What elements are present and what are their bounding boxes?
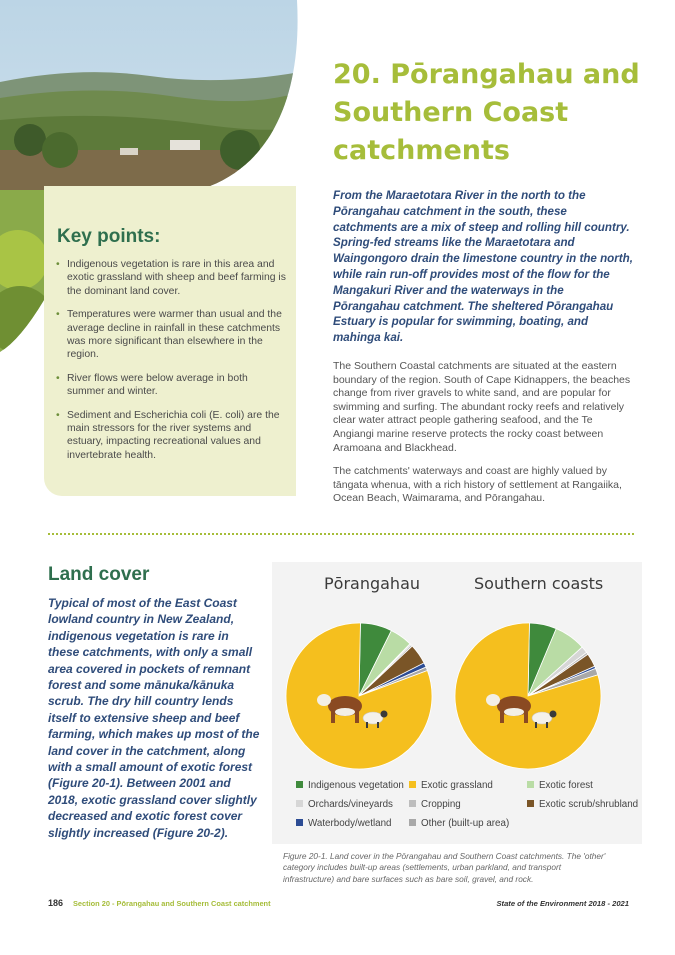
legend-item: Exotic forest: [527, 780, 593, 791]
land-cover-text: Typical of most of the East Coast lowland country in New Zealand, indigenous vegetation is rare in these catchments, with only a small area covered in pockets of remnant forest and some mānuka/kānuka scrub. The dry hill country lends itself to extensive sheep and beef farming, which makes up most of the land cover in the catchment, along with a small amount of exotic forest (Figure 20-1). Between 2001 and 2018, exotic grassland cover slightly decreased and exotic forest cover slightly increased (Figure 20-2).: [48, 596, 260, 840]
body-paragraph: The Southern Coastal catchments are situated at the eastern boundary of the region. South of Cape Kidnappers, the beaches change from river gravels to white sand, and are popular for swimming and surfing. The abundant rocky reefs and relatively clear water attract people gathering seafood, and the Te Angiangi marine reserve protects the rocky coast between Aramoana and Blackhead.: [333, 360, 631, 454]
page-number: 186: [48, 898, 64, 908]
legend-swatch: [527, 781, 534, 788]
legend-item: Orchards/vineyards: [296, 799, 393, 810]
chart-title-porangahau: Pōrangahau: [324, 574, 421, 593]
legend-item: Exotic scrub/shrubland: [527, 799, 638, 810]
footer-section-title: Section 20 - Pōrangahau and Southern Coast catchment: [73, 899, 271, 908]
figure-caption: Figure 20-1. Land cover in the Pōrangahau and Southern Coast catchments. The 'other' category includes built-up areas (settlements, urban parkland, and transport infrastructure) and bare surfaces such as bare soil, gravel, and rock.: [283, 851, 606, 884]
legend-swatch: [409, 781, 416, 788]
legend-item: Other (built-up area): [409, 818, 509, 829]
chart-title-southern-coasts: Southern coasts: [474, 574, 604, 593]
page-title: 20. Pōrangahau and Southern Coast catchments: [333, 59, 640, 166]
key-point-item: • Sediment and Escherichia coli (E. coli) are the main stressors for the river systems and estuary, impacting recreational values and invertebrate health.: [56, 409, 286, 463]
key-point-item: • Temperatures were warmer than usual and the average decline in rainfall in these catchments was more significant than elsewhere in the region.: [56, 308, 286, 362]
key-point-item: • Indigenous vegetation is rare in this area and exotic grassland with sheep and beef farming is the dominant land cover.: [56, 258, 286, 298]
legend-swatch: [527, 800, 534, 807]
key-points-list: [56, 258, 286, 472]
intro-paragraph: From the Maraetotara River in the north to the Pōrangahau catchment in the south, these catchments are a mix of steep and rolling hill country. Spring-fed streams like the Maraetotara and Waingongoro drain the limestone country in the north, while rain run-off provides most of the flow for the Mangakuri River and the waterways in the Pōrangahau catchment. The sheltered Pōrangahau Estuary is popular for swimming, boating, and mahinga kai.: [333, 189, 633, 345]
legend-item: Cropping: [409, 799, 461, 810]
legend-item: Indigenous vegetation: [296, 780, 404, 791]
legend-swatch: [409, 819, 416, 826]
body-paragraph: The catchments' waterways and coast are highly valued by tāngata whenua, with a rich history of settlement at Rangaiika, Ocean Beach, Waimarama, and Pōrangahau.: [333, 465, 622, 505]
land-cover-heading: Land cover: [48, 564, 150, 585]
section-divider: [48, 533, 634, 535]
footer-publication: State of the Environment 2018 - 2021: [496, 899, 629, 908]
legend-swatch: [296, 819, 303, 826]
legend-swatch: [296, 800, 303, 807]
legend-swatch: [296, 781, 303, 788]
legend-item: Exotic grassland: [409, 780, 493, 791]
legend-swatch: [409, 800, 416, 807]
key-points-heading: Key points:: [57, 226, 161, 247]
key-point-item: • River flows were below average in both summer and winter.: [56, 372, 286, 399]
legend-item: Waterbody/wetland: [296, 818, 392, 829]
